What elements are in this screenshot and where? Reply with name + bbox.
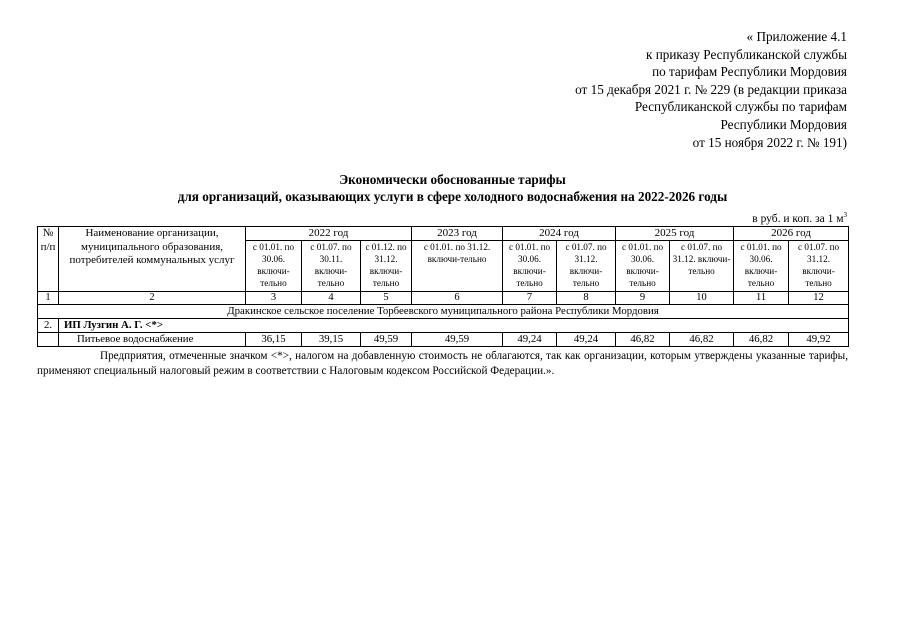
appendix-header-line: от 15 ноября 2022 г. № 191) xyxy=(692,134,847,150)
tariff-value: 49,59 xyxy=(412,333,503,347)
tariff-value: 46,82 xyxy=(734,333,789,347)
column-number: 12 xyxy=(789,292,849,305)
column-number: 1 xyxy=(38,292,59,305)
title-line-1: Экономически обоснованные тарифы xyxy=(339,172,566,187)
tariff-value: 36,15 xyxy=(246,333,302,347)
col-header-number: № п/п xyxy=(38,227,59,292)
column-number: 4 xyxy=(302,292,361,305)
tariff-value: 49,59 xyxy=(361,333,412,347)
tariff-value: 49,24 xyxy=(503,333,557,347)
title-line-2: для организаций, оказывающих услуги в сфере холодного водоснабжения на 2022-2026 годы xyxy=(177,189,728,204)
section-title: Дракинское сельское поселение Торбеевского муниципального района Республики Мордовия xyxy=(38,305,849,319)
appendix-header-line: от 15 декабря 2021 г. № 229 (в редакции приказа xyxy=(575,81,847,97)
period-header: с 01.01. по 31.12. включи-тельно xyxy=(412,241,503,292)
period-header: с 01.07. по 31.12. включи-тельно xyxy=(557,241,616,292)
org-number: 2. xyxy=(38,319,59,333)
header-row-years xyxy=(38,227,849,241)
units-superscript: 3 xyxy=(843,211,847,219)
appendix-header-line: Республики Мордовия xyxy=(720,116,847,132)
period-header: с 01.12. по 31.12. включи-тельно xyxy=(361,241,412,292)
appendix-header xyxy=(575,28,847,151)
appendix-header-line: Республиканской службы по тарифам xyxy=(634,99,847,115)
column-number: 2 xyxy=(59,292,246,305)
units-text: в руб. и коп. за 1 м xyxy=(752,212,844,225)
period-header: с 01.01. по 30.06. включи-тельно xyxy=(616,241,670,292)
year-header-2024: 2024 год xyxy=(503,227,616,241)
column-number: 3 xyxy=(246,292,302,305)
service-row xyxy=(38,333,849,347)
column-number: 5 xyxy=(361,292,412,305)
column-number: 10 xyxy=(670,292,734,305)
tariff-value: 46,82 xyxy=(670,333,734,347)
footnote: Предприятия, отмеченные значком <*>, налогом на добавленную стоимость не облагаются, так как организации, которым утверждены указанные тарифы, применяют специальный налоговый режим в соответствии с Налоговым кодексом Российской Федерации.». xyxy=(37,350,848,377)
col-header-name: Наименование организации, муниципального образования, потребителей коммунальных услуг xyxy=(59,227,246,292)
period-header: с 01.01. по 30.06. включи-тельно xyxy=(503,241,557,292)
period-header: с 01.07. по 31.12. включи-тельно xyxy=(789,241,849,292)
year-header-2022: 2022 год xyxy=(246,227,412,241)
tariff-value: 49,92 xyxy=(789,333,849,347)
units-note xyxy=(752,211,847,225)
appendix-header-line: по тарифам Республики Мордовия xyxy=(652,64,847,80)
section-row xyxy=(38,305,849,319)
column-number: 8 xyxy=(557,292,616,305)
column-number: 9 xyxy=(616,292,670,305)
period-header: с 01.01. по 30.06. включи-тельно xyxy=(734,241,789,292)
column-number: 11 xyxy=(734,292,789,305)
year-header-2026: 2026 год xyxy=(734,227,849,241)
service-name: Питьевое водоснабжение xyxy=(59,333,246,347)
service-number-cell xyxy=(38,333,59,347)
period-header: с 01.01. по 30.06. включи-тельно xyxy=(246,241,302,292)
org-name: ИП Лузгин А. Г. <*> xyxy=(59,319,849,333)
period-header: с 01.07. по 30.11. включи-тельно xyxy=(302,241,361,292)
organization-row xyxy=(38,319,849,333)
column-numbers-row xyxy=(38,292,849,305)
tariff-value: 49,24 xyxy=(557,333,616,347)
appendix-header-line: « Приложение 4.1 xyxy=(746,29,847,44)
document-title xyxy=(0,171,905,205)
column-number: 6 xyxy=(412,292,503,305)
year-header-2025: 2025 год xyxy=(616,227,734,241)
period-header: с 01.07. по 31.12. включи-тельно xyxy=(670,241,734,292)
year-header-2023: 2023 год xyxy=(412,227,503,241)
appendix-header-line: к приказу Республиканской службы xyxy=(645,46,847,62)
column-number: 7 xyxy=(503,292,557,305)
tariff-value: 39,15 xyxy=(302,333,361,347)
tariff-table xyxy=(37,226,849,347)
tariff-value: 46,82 xyxy=(616,333,670,347)
